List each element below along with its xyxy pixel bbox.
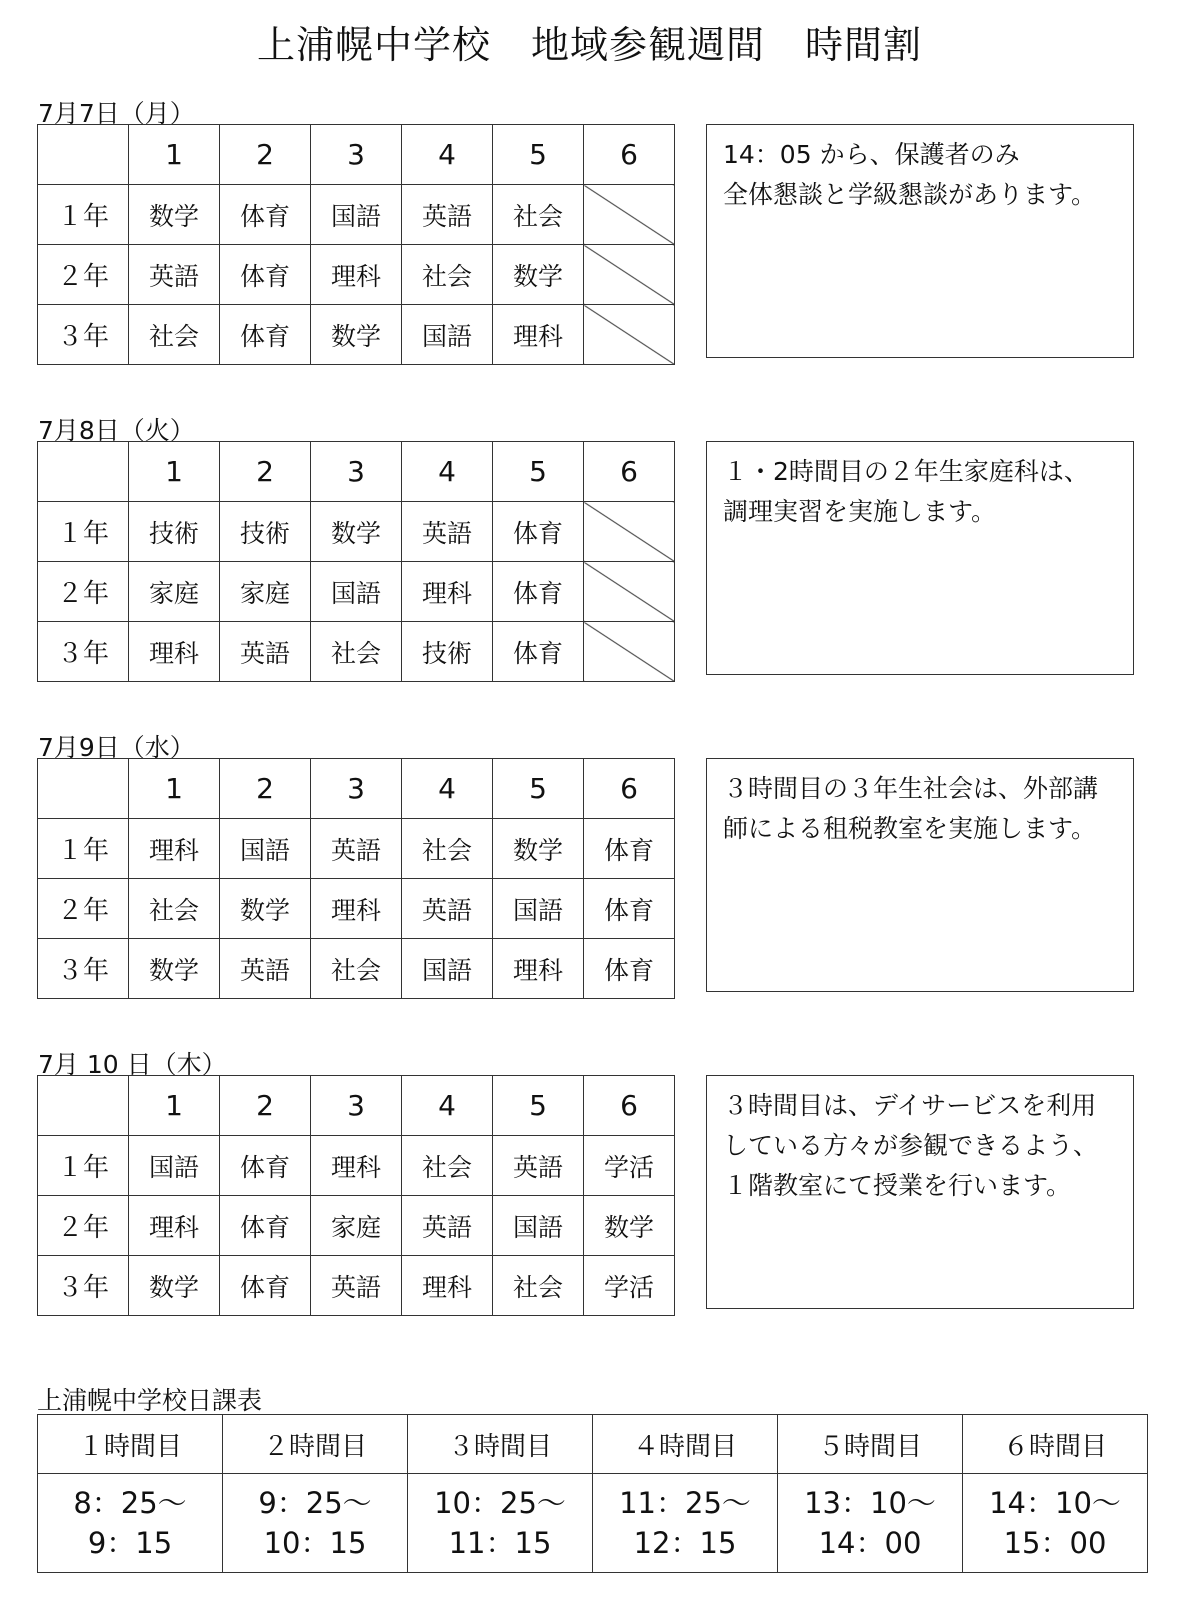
- grade-row: [38, 562, 675, 622]
- period-header: 1: [129, 442, 220, 502]
- subject-cell: 理科: [129, 1196, 220, 1256]
- subject-cell: 理科: [493, 305, 584, 365]
- note-line: １階教室にて授業を行います。: [723, 1171, 1072, 1200]
- note-line: ３時間目は、デイサービスを利用: [723, 1091, 1097, 1120]
- daily-schedule-title: 上浦幌中学校日課表: [37, 1386, 263, 1415]
- grade-label: ２年: [38, 1196, 129, 1256]
- corner-cell: [38, 759, 129, 819]
- period-start-time: 9：25〜: [258, 1486, 372, 1520]
- note-line: 師による租税教室を実施します。: [723, 814, 1097, 843]
- daily-period-time: [963, 1474, 1148, 1573]
- subject-cell: 体育: [220, 1196, 311, 1256]
- period-header: 5: [493, 1076, 584, 1136]
- day-note: [706, 1075, 1134, 1309]
- grade-row: [38, 1136, 675, 1196]
- subject-cell: 数学: [311, 305, 402, 365]
- no-class-cell: [584, 245, 675, 305]
- period-header: 2: [220, 1076, 311, 1136]
- grade-row: [38, 502, 675, 562]
- subject-cell: 体育: [220, 1136, 311, 1196]
- daily-period-name: ３時間目: [408, 1415, 593, 1474]
- grade-label: ３年: [38, 939, 129, 999]
- subject-cell: 国語: [129, 1136, 220, 1196]
- period-header: 1: [129, 759, 220, 819]
- grade-row: [38, 305, 675, 365]
- subject-cell: 英語: [402, 879, 493, 939]
- period-header-row: [38, 125, 675, 185]
- subject-cell: 社会: [311, 939, 402, 999]
- no-class-cell: [584, 502, 675, 562]
- period-header: 2: [220, 125, 311, 185]
- subject-cell: 理科: [311, 245, 402, 305]
- daily-period-time: [408, 1474, 593, 1573]
- subject-cell: 家庭: [220, 562, 311, 622]
- subject-cell: 数学: [129, 1256, 220, 1316]
- subject-cell: 社会: [402, 245, 493, 305]
- subject-cell: 数学: [493, 245, 584, 305]
- subject-cell: 国語: [311, 562, 402, 622]
- period-header: 5: [493, 125, 584, 185]
- period-header-row: [38, 1076, 675, 1136]
- subject-cell: 社会: [311, 622, 402, 682]
- grade-label: ３年: [38, 622, 129, 682]
- daily-period-time: [593, 1474, 778, 1573]
- period-header: 1: [129, 1076, 220, 1136]
- no-class-cell: [584, 305, 675, 365]
- subject-cell: 英語: [402, 185, 493, 245]
- subject-cell: 英語: [311, 819, 402, 879]
- daily-period-name: ４時間目: [593, 1415, 778, 1474]
- grade-row: [38, 1196, 675, 1256]
- note-line: ３時間目の３年生社会は、外部講: [723, 774, 1099, 803]
- grade-row: [38, 1256, 675, 1316]
- grade-row: [38, 819, 675, 879]
- subject-cell: 数学: [129, 185, 220, 245]
- period-header: 2: [220, 759, 311, 819]
- grade-label: １年: [38, 819, 129, 879]
- subject-cell: 体育: [493, 502, 584, 562]
- day-label: 7月8日（火）: [38, 416, 195, 445]
- subject-cell: 体育: [220, 305, 311, 365]
- subject-cell: 理科: [129, 819, 220, 879]
- corner-cell: [38, 125, 129, 185]
- subject-cell: 数学: [584, 1196, 675, 1256]
- period-start-time: 11：25〜: [619, 1486, 751, 1520]
- subject-cell: 技術: [220, 502, 311, 562]
- subject-cell: 数学: [129, 939, 220, 999]
- timetable: [37, 758, 675, 999]
- title-school: 上浦幌中学校: [256, 23, 491, 67]
- subject-cell: 数学: [220, 879, 311, 939]
- period-header: 6: [584, 759, 675, 819]
- day-note: [706, 441, 1134, 675]
- subject-cell: 国語: [220, 819, 311, 879]
- grade-label: １年: [38, 502, 129, 562]
- subject-cell: 理科: [311, 879, 402, 939]
- subject-cell: 体育: [220, 245, 311, 305]
- period-header-row: [38, 442, 675, 502]
- period-header: 6: [584, 1076, 675, 1136]
- day-label: 7月 10 日（木）: [38, 1050, 227, 1079]
- period-header: 4: [402, 1076, 493, 1136]
- subject-cell: 国語: [493, 1196, 584, 1256]
- day-label: 7月7日（月）: [38, 99, 195, 128]
- period-header: 3: [311, 125, 402, 185]
- subject-cell: 数学: [493, 819, 584, 879]
- grade-label: ３年: [38, 305, 129, 365]
- subject-cell: 体育: [584, 819, 675, 879]
- period-header: 4: [402, 759, 493, 819]
- subject-cell: 国語: [402, 305, 493, 365]
- subject-cell: 学活: [584, 1256, 675, 1316]
- period-header: 1: [129, 125, 220, 185]
- subject-cell: 体育: [584, 879, 675, 939]
- subject-cell: 体育: [220, 185, 311, 245]
- period-end-time: 15：00: [1003, 1526, 1107, 1560]
- daily-period-name: ６時間目: [963, 1415, 1148, 1474]
- subject-cell: 国語: [493, 879, 584, 939]
- period-end-time: 14：00: [818, 1526, 922, 1560]
- period-header: 6: [584, 125, 675, 185]
- subject-cell: 国語: [311, 185, 402, 245]
- grade-label: ３年: [38, 1256, 129, 1316]
- period-header: 5: [493, 759, 584, 819]
- subject-cell: 技術: [402, 622, 493, 682]
- period-header-row: [38, 759, 675, 819]
- no-class-cell: [584, 622, 675, 682]
- subject-cell: 理科: [311, 1136, 402, 1196]
- day-note: [706, 758, 1134, 992]
- period-header: 2: [220, 442, 311, 502]
- subject-cell: 社会: [493, 1256, 584, 1316]
- daily-period-time: [38, 1474, 223, 1573]
- subject-cell: 家庭: [129, 562, 220, 622]
- period-start-time: 10：25〜: [434, 1486, 566, 1520]
- period-start-time: 13：10〜: [804, 1486, 936, 1520]
- daily-period-name: ２時間目: [223, 1415, 408, 1474]
- subject-cell: 数学: [311, 502, 402, 562]
- note-line: 14：05 から、保護者のみ: [723, 140, 1020, 169]
- subject-cell: 理科: [402, 1256, 493, 1316]
- subject-cell: 体育: [493, 562, 584, 622]
- period-header: 4: [402, 442, 493, 502]
- subject-cell: 社会: [129, 879, 220, 939]
- subject-cell: 体育: [584, 939, 675, 999]
- no-class-cell: [584, 562, 675, 622]
- note-line: 調理実習を実施します。: [723, 497, 997, 526]
- note-line: １・2時間目の２年生家庭科は、: [723, 457, 1089, 486]
- daily-period-name: １時間目: [38, 1415, 223, 1474]
- daily-times-row: [38, 1474, 1148, 1573]
- period-start-time: 8：25〜: [73, 1486, 187, 1520]
- note-line: している方々が参観できるよう、: [723, 1131, 1099, 1160]
- corner-cell: [38, 442, 129, 502]
- subject-cell: 社会: [402, 1136, 493, 1196]
- subject-cell: 体育: [220, 1256, 311, 1316]
- grade-label: １年: [38, 185, 129, 245]
- period-header: 5: [493, 442, 584, 502]
- no-class-cell: [584, 185, 675, 245]
- grade-row: [38, 939, 675, 999]
- daily-period-name: ５時間目: [778, 1415, 963, 1474]
- daily-period-time: [223, 1474, 408, 1573]
- subject-cell: 英語: [493, 1136, 584, 1196]
- title-timetable: 時間割: [805, 23, 923, 67]
- subject-cell: 英語: [129, 245, 220, 305]
- daily-period-time: [778, 1474, 963, 1573]
- subject-cell: 社会: [402, 819, 493, 879]
- period-header: 3: [311, 759, 402, 819]
- period-end-time: 10：15: [263, 1526, 367, 1560]
- subject-cell: 理科: [402, 562, 493, 622]
- day-note: [706, 124, 1134, 358]
- period-header: 6: [584, 442, 675, 502]
- page-title: [0, 14, 1179, 69]
- grade-row: [38, 622, 675, 682]
- timetable: [37, 1075, 675, 1316]
- period-end-time: 11：15: [448, 1526, 552, 1560]
- subject-cell: 国語: [402, 939, 493, 999]
- subject-cell: 体育: [493, 622, 584, 682]
- daily-head-row: [38, 1415, 1148, 1474]
- day-label: 7月9日（水）: [38, 733, 195, 762]
- grade-label: ２年: [38, 245, 129, 305]
- subject-cell: 英語: [220, 622, 311, 682]
- period-start-time: 14：10〜: [989, 1486, 1121, 1520]
- subject-cell: 英語: [220, 939, 311, 999]
- title-event: 地域参観週間: [530, 23, 765, 67]
- subject-cell: 社会: [493, 185, 584, 245]
- grade-label: ２年: [38, 879, 129, 939]
- subject-cell: 社会: [129, 305, 220, 365]
- subject-cell: 理科: [129, 622, 220, 682]
- period-end-time: 9：15: [87, 1526, 173, 1560]
- subject-cell: 英語: [402, 502, 493, 562]
- grade-row: [38, 185, 675, 245]
- grade-row: [38, 879, 675, 939]
- note-line: 全体懇談と学級懇談があります。: [723, 180, 1097, 209]
- subject-cell: 理科: [493, 939, 584, 999]
- period-header: 3: [311, 1076, 402, 1136]
- daily-schedule-table: [37, 1414, 1148, 1573]
- corner-cell: [38, 1076, 129, 1136]
- period-header: 4: [402, 125, 493, 185]
- subject-cell: 学活: [584, 1136, 675, 1196]
- subject-cell: 英語: [311, 1256, 402, 1316]
- subject-cell: 家庭: [311, 1196, 402, 1256]
- grade-row: [38, 245, 675, 305]
- grade-label: １年: [38, 1136, 129, 1196]
- period-header: 3: [311, 442, 402, 502]
- grade-label: ２年: [38, 562, 129, 622]
- subject-cell: 英語: [402, 1196, 493, 1256]
- timetable: [37, 124, 675, 365]
- timetable: [37, 441, 675, 682]
- subject-cell: 技術: [129, 502, 220, 562]
- period-end-time: 12：15: [633, 1526, 737, 1560]
